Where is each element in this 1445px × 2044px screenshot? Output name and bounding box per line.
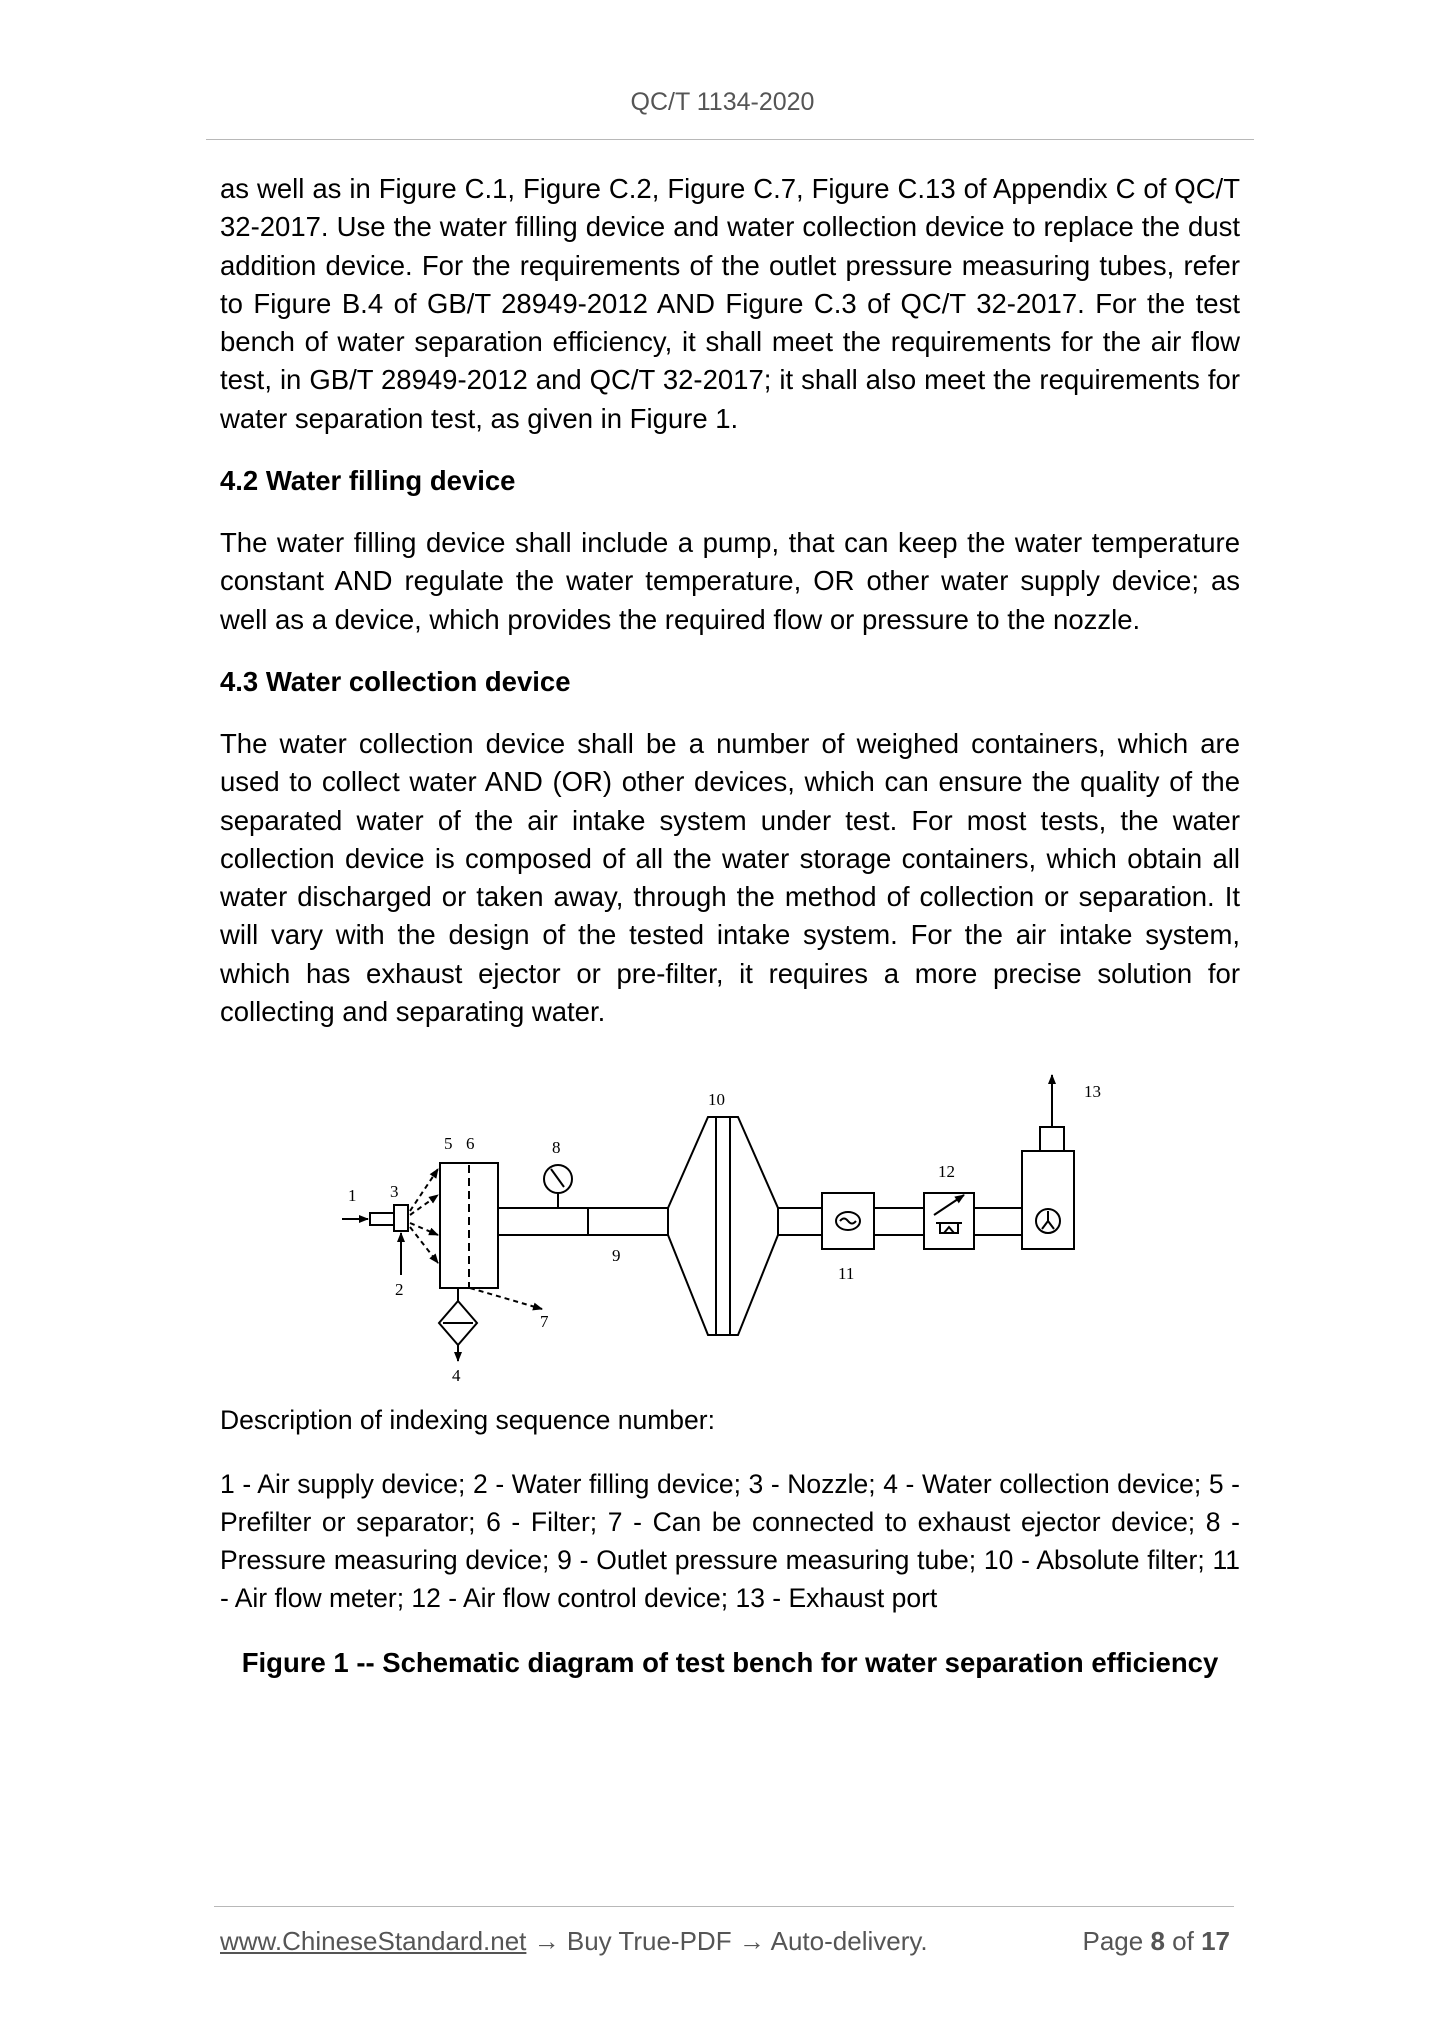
label-12: 12: [938, 1162, 955, 1182]
label-3: 3: [390, 1182, 399, 1202]
label-7: 7: [540, 1312, 549, 1332]
delivery-text: Auto-delivery.: [770, 1926, 928, 1956]
page-label: Page: [1082, 1926, 1144, 1956]
section-4-2-text: The water filling device shall include a pump, that can keep the water temperature constant AND regulate the water temperature, OR other water supply device; as well as a device, which provides the required flow or pressure to the nozzle.: [220, 527, 1240, 635]
air-flow-control: [924, 1193, 974, 1249]
air-supply-pipe: [370, 1213, 394, 1225]
label-10: 10: [708, 1090, 725, 1110]
air-flow-meter-wave: [840, 1219, 856, 1224]
arrow-icon: →: [738, 1926, 765, 1956]
pipe-to-flow-meter: [778, 1208, 822, 1235]
document-header: QC/T 1134-2020: [630, 88, 815, 116]
page-content: [220, 170, 1240, 1682]
label-8: 8: [552, 1138, 561, 1158]
page-total: 17: [1201, 1926, 1230, 1956]
absolute-filter: [668, 1117, 778, 1335]
exhaust-fan-blades: [1042, 1211, 1054, 1229]
pipe-to-control: [874, 1208, 924, 1235]
arrow-icon: →: [533, 1926, 560, 1956]
control-valve: [936, 1223, 962, 1233]
gauge-needle: [551, 1169, 564, 1187]
ejector-line: [470, 1288, 542, 1309]
figure-description-heading: Description of indexing sequence number:: [220, 1405, 715, 1436]
exhaust-housing: [1022, 1151, 1074, 1249]
intro-paragraph: as well as in Figure C.1, Figure C.2, Figure C.7, Figure C.13 of Appendix C of QC/T 32-2017. Use the water filling device and water collection device to replace the dust addition device. For the requirements of the outlet pressure measuring tubes, refer to Figure B.4 of GB/T 28949-2012 AND Figure C.3 of QC/T 32-2017. For the test bench of water separation efficiency, it shall meet the requirements for the air flow test, in GB/T 28949-2012 and QC/T 32-2017; it shall also meet the requirements for water separation test, as given in Figure 1.: [220, 173, 1240, 434]
nozzle: [394, 1205, 408, 1231]
spray-line-3: [410, 1223, 438, 1235]
label-2: 2: [395, 1280, 404, 1300]
section-4-3-text: The water collection device shall be a number of weighed containers, which are used to collect water AND (OR) other devices, which can ensure the quality of the separated water of the air intake system under test. For most tests, the water collection device is composed of all the water storage containers, which obtain all water discharged or taken away, through the method of collection or separation. It will vary with the design of the tested intake system. For the air intake system, which has exhaust ejector or pre-filter, it requires a more precise solution for collecting and separating water.: [220, 727, 1240, 1028]
pipe-to-exhaust: [974, 1208, 1022, 1235]
spray-line-4: [410, 1227, 438, 1263]
label-9: 9: [612, 1246, 621, 1266]
buy-text: Buy True-PDF: [566, 1926, 732, 1956]
header-divider: [206, 139, 1254, 140]
exhaust-stack: [1040, 1127, 1064, 1151]
page-number: 8: [1150, 1926, 1165, 1956]
label-5: 5: [444, 1134, 453, 1154]
label-11: 11: [838, 1264, 855, 1284]
outlet-tube: [498, 1208, 668, 1235]
label-1: 1: [348, 1186, 357, 1206]
spray-line-2: [410, 1195, 438, 1215]
figure-caption: Figure 1 -- Schematic diagram of test bench for water separation efficiency: [241, 1647, 1219, 1679]
figure-description-text: 1 - Air supply device; 2 - Water filling device; 3 - Nozzle; 4 - Water collection device; 5 - Prefilter or separator; 6 - Filter; 7 - Can be connected to exhaust ejector device; 8 - Pressure measuring device; 9 - Outlet pressure measuring tube; 10 - Absolute filter; 11 - Air flow meter; 12 - Air flow control device; 13 - Exhaust port: [220, 1469, 1240, 1614]
label-4: 4: [452, 1366, 461, 1386]
spray-line-1: [410, 1169, 438, 1211]
of-label: of: [1172, 1926, 1194, 1956]
section-4-3-heading: 4.3 Water collection device: [220, 665, 571, 697]
footer-divider: [214, 1906, 1234, 1907]
label-13: 13: [1084, 1082, 1101, 1102]
figure-1: [220, 1065, 1240, 1395]
label-6: 6: [466, 1134, 475, 1154]
control-arrow: [934, 1195, 964, 1215]
test-bench-schematic: [340, 1065, 1110, 1395]
section-4-2-heading: 4.2 Water filling device: [220, 465, 516, 497]
website-link[interactable]: www.ChineseStandard.net: [220, 1926, 527, 1956]
